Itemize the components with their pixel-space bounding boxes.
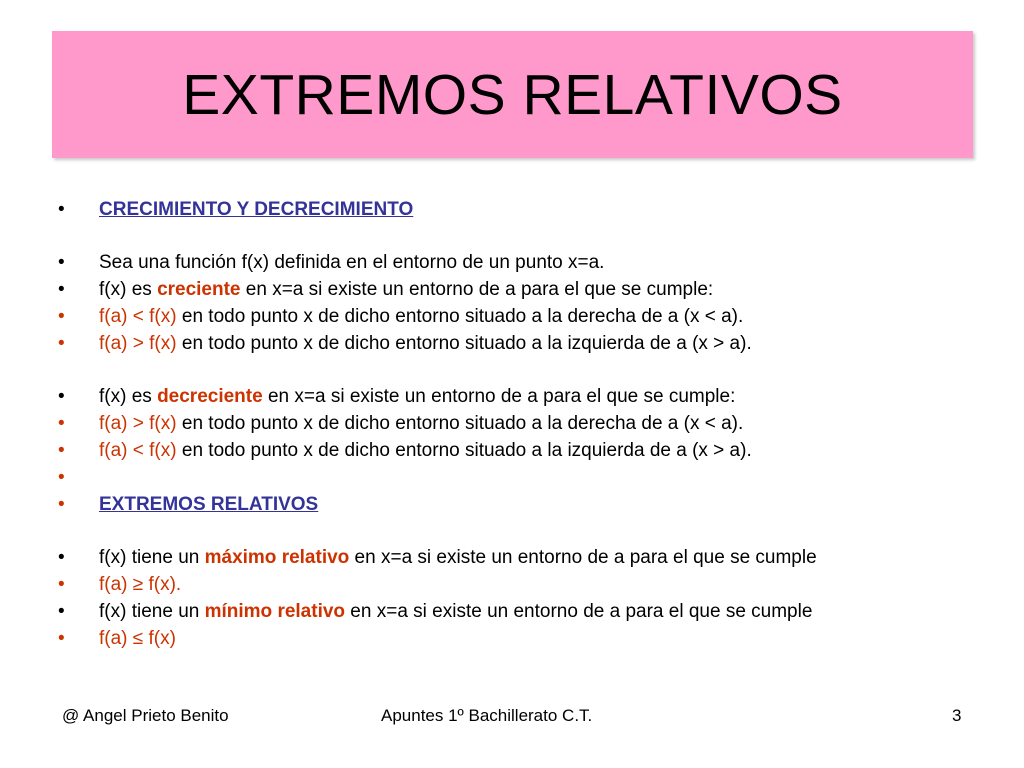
condition-text: en todo punto x de dicho entorno situado a la derecha de a (x < a). — [176, 306, 744, 327]
list-item — [58, 571, 988, 598]
page-number: 3 — [952, 706, 962, 725]
list-item — [58, 276, 988, 303]
text-fragment: f(x) tiene un — [99, 601, 205, 622]
maximo-definition — [99, 544, 817, 571]
slide-title: EXTREMOS RELATIVOS — [182, 62, 843, 127]
decreciente-definition — [99, 383, 735, 410]
condition-formula: f(a) < f(x) — [99, 440, 177, 461]
text-fragment: en x=a si existe un entorno de a para el que se cumple: — [240, 279, 714, 300]
bullet-icon: • — [58, 601, 65, 622]
condition-line — [99, 330, 752, 357]
list-item-empty — [58, 464, 988, 491]
condition-text: en todo punto x de dicho entorno situado a la derecha de a (x < a). — [176, 413, 744, 434]
slide-footer — [0, 706, 1024, 730]
definition-text: Sea una función f(x) definida en el entorno de un punto x=a. — [99, 252, 605, 273]
condition-formula: f(a) > f(x) — [99, 413, 177, 434]
list-item — [58, 598, 988, 625]
term-minimo-relativo: mínimo relativo — [204, 601, 346, 622]
footer-course: Apuntes 1º Bachillerato C.T. — [381, 706, 593, 725]
bullet-icon: • — [58, 199, 65, 220]
condition-line — [99, 303, 743, 330]
condition-line — [99, 410, 743, 437]
bullet-icon: • — [58, 440, 65, 461]
list-item — [58, 303, 988, 330]
bullet-icon: • — [58, 333, 65, 354]
bullet-icon: • — [58, 467, 65, 488]
text-fragment: f(x) es — [99, 386, 158, 407]
bullet-icon: • — [58, 279, 65, 300]
term-maximo-relativo: máximo relativo — [204, 547, 350, 568]
term-decreciente: decreciente — [157, 386, 263, 407]
title-band — [52, 31, 973, 158]
section-heading-crecimiento: CRECIMIENTO Y DECRECIMIENTO — [99, 199, 414, 220]
bullet-icon: • — [58, 574, 65, 595]
section-heading-extremos: EXTREMOS RELATIVOS — [99, 494, 319, 515]
list-item — [58, 625, 988, 652]
text-fragment: en x=a si existe un entorno de a para el que se cumple — [349, 547, 817, 568]
minimo-definition — [99, 598, 812, 625]
list-item — [58, 410, 988, 437]
condition-line — [99, 437, 752, 464]
condition-text: en todo punto x de dicho entorno situado a la izquierda de a (x > a). — [176, 333, 752, 354]
bullet-icon: • — [58, 547, 65, 568]
condition-formula: f(a) ≤ f(x) — [99, 628, 176, 649]
list-item — [58, 437, 988, 464]
condition-formula: f(a) < f(x) — [99, 306, 177, 327]
text-fragment: f(x) tiene un — [99, 547, 205, 568]
list-item — [58, 196, 988, 223]
bullet-icon: • — [58, 386, 65, 407]
slide-content — [58, 196, 988, 652]
list-item — [58, 544, 988, 571]
term-creciente: creciente — [157, 279, 241, 300]
bullet-icon: • — [58, 252, 65, 273]
creciente-definition — [99, 276, 713, 303]
list-item — [58, 383, 988, 410]
list-item — [58, 249, 988, 276]
condition-formula: f(a) ≥ f(x). — [99, 574, 182, 595]
condition-formula: f(a) > f(x) — [99, 333, 177, 354]
list-item — [58, 330, 988, 357]
text-fragment: en x=a si existe un entorno de a para el que se cumple — [345, 601, 813, 622]
bullet-icon: • — [58, 494, 65, 515]
list-item — [58, 491, 988, 518]
condition-text: en todo punto x de dicho entorno situado a la izquierda de a (x > a). — [176, 440, 752, 461]
footer-author: @ Angel Prieto Benito — [62, 706, 229, 725]
bullet-icon: • — [58, 306, 65, 327]
text-fragment: en x=a si existe un entorno de a para el que se cumple: — [262, 386, 736, 407]
bullet-icon: • — [58, 413, 65, 434]
bullet-icon: • — [58, 628, 65, 649]
text-fragment: f(x) es — [99, 279, 158, 300]
